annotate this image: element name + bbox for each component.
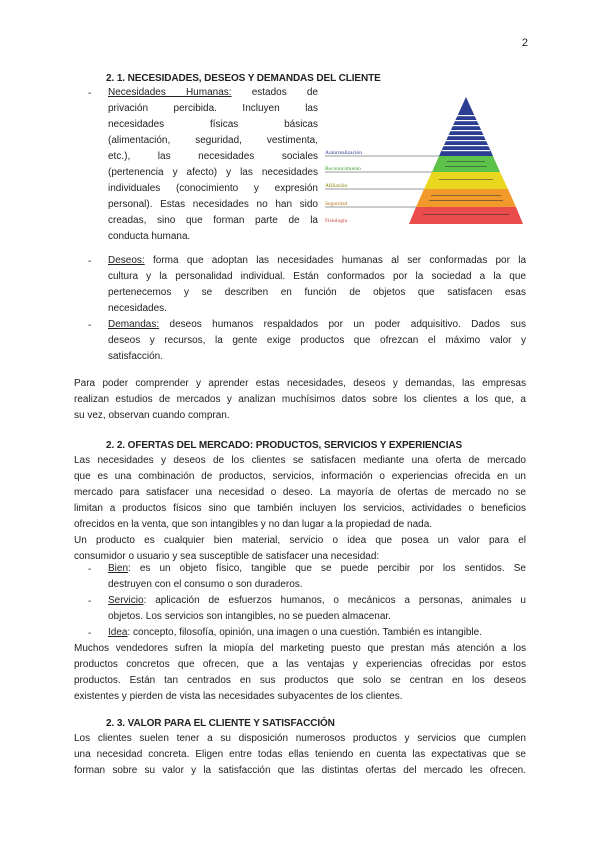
section-heading-3: 2. 3. VALOR PARA EL CLIENTE Y SATISFACCIÓN <box>106 718 335 729</box>
paragraph-ofertas: Las necesidades y deseos de los clientes se satisfacen mediante una oferta de mercado que es una combinación de productos, servicios, información o experiencias ofrecida en un mercado para satisfacer una necesidad o deseo. La mayoría de ofertas de mercado no se limitan a productos físicos sino que también incluyen los servicios, actividades o beneficios ofrecidos en la venta, que son intangibles y no dan lugar a la propiedad de nada. Un producto es cualquier bien material, servicio o idea que posea un valor para el consumidor o usuario y sea susceptible de satisfacer una necesidad: <box>74 455 526 562</box>
paragraph-estudios: Para poder comprender y aprender estas necesidades, deseos y demandas, las empresas realizan estudios de mercados y analizan muchísimos datos sobre los clientes a los que, a su vez, observan cuando compran. <box>74 378 526 421</box>
pyramid-label-4: Seguridad <box>325 201 348 207</box>
pyramid-level-seguridad <box>416 189 516 207</box>
pyramid-level-reconocimiento <box>432 156 500 172</box>
paragraph-valor: Los clientes suelen tener a su disposición numerosos productos y servicios que cumplen una necesidad concreta. Eligen entre todas ellas teniendo en cuenta las expectativas que se forman sobre su valor y la satisfacción que las distintas ofertas del mercado les ofrecen. <box>74 733 526 776</box>
bullet-dash: - <box>88 628 92 639</box>
idea-block: Idea: concepto, filosofía, opinión, una imagen o una cuestión. También es intangible. <box>108 627 482 638</box>
page-number: 2 <box>521 37 528 49</box>
servicio-block: Servicio: aplicación de esfuerzos humanos, o mecánicos a personas, animales u objetos. Los servicios son intangibles, no se pueden almacenar. <box>108 595 526 622</box>
demandas-block: Demandas: deseos humanos respaldados por un poder adquisitivo. Dados sus deseos y recursos, la gente exige productos que ofrezcan el máximo valor y satisfacción. <box>108 319 526 362</box>
pyramid-label-2: Reconocimiento <box>325 166 362 172</box>
necesidades-term: Necesidades Humanas: <box>108 87 232 98</box>
paragraph-miopia: Muchos vendedores sufren la miopía del marketing puesto que prestan más atención a los productos concretos que ofrecen, que a las ventajas y experiencias ofrecidas por estos productos. Están tan centrados en sus productos que solo se centran en los deseos existentes y pierden de vista las necesidades subyacentes de los clientes. <box>74 643 526 702</box>
servicio-term: Servicio <box>108 595 144 606</box>
necesidades-block: Necesidades Humanas: estados de privación percibida. Incluyen las necesidades físicas básicas (alimentación, seguridad, vestimenta, etc.), las necesidades sociales (pertenencia y afecto) y las necesidades individuales (conocimiento y expresión personal). Estas necesidades no han sido creadas, sino que forman parte de la conducta humana. <box>108 87 318 242</box>
deseos-term: Deseos: <box>108 255 145 266</box>
maslow-pyramid <box>325 93 528 229</box>
bullet-dash: - <box>88 88 92 99</box>
pyramid-level-fisiologia <box>409 207 523 224</box>
bullet-dash: - <box>88 564 92 575</box>
idea-term: Idea <box>108 627 128 638</box>
section-heading-2: 2. 2. OFERTAS DEL MERCADO: PRODUCTOS, SERVICIOS Y EXPERIENCIAS <box>106 440 463 451</box>
bullet-dash: - <box>88 320 92 331</box>
section-heading-1: 2. 1. NECESIDADES, DESEOS Y DEMANDAS DEL CLIENTE <box>106 73 381 84</box>
bien-term: Bien <box>108 563 129 574</box>
pyramid-label-1: Autorrealización <box>325 150 362 156</box>
pyramid-level-autorrealizacion <box>439 97 493 156</box>
demandas-term: Demandas: <box>108 319 160 330</box>
deseos-block: Deseos: forma que adoptan las necesidades humanas al ser conformadas por la cultura y la personalidad individual. Están conformados por la sociedad a la que pertenecemos y se describen en función de objetos que satisfacen esas necesidades. <box>108 255 527 314</box>
bullet-dash: - <box>88 256 92 267</box>
bien-block: Bien: es un objeto físico, tangible que se puede percibir por los sentidos. Se destruyen con el consumo o son duraderos. <box>108 563 526 590</box>
pyramid-label-3: Afiliación <box>325 183 348 189</box>
pyramid-level-afiliacion <box>424 172 508 189</box>
pyramid-label-5: Fisiología <box>325 218 348 224</box>
bullet-dash: - <box>88 596 92 607</box>
